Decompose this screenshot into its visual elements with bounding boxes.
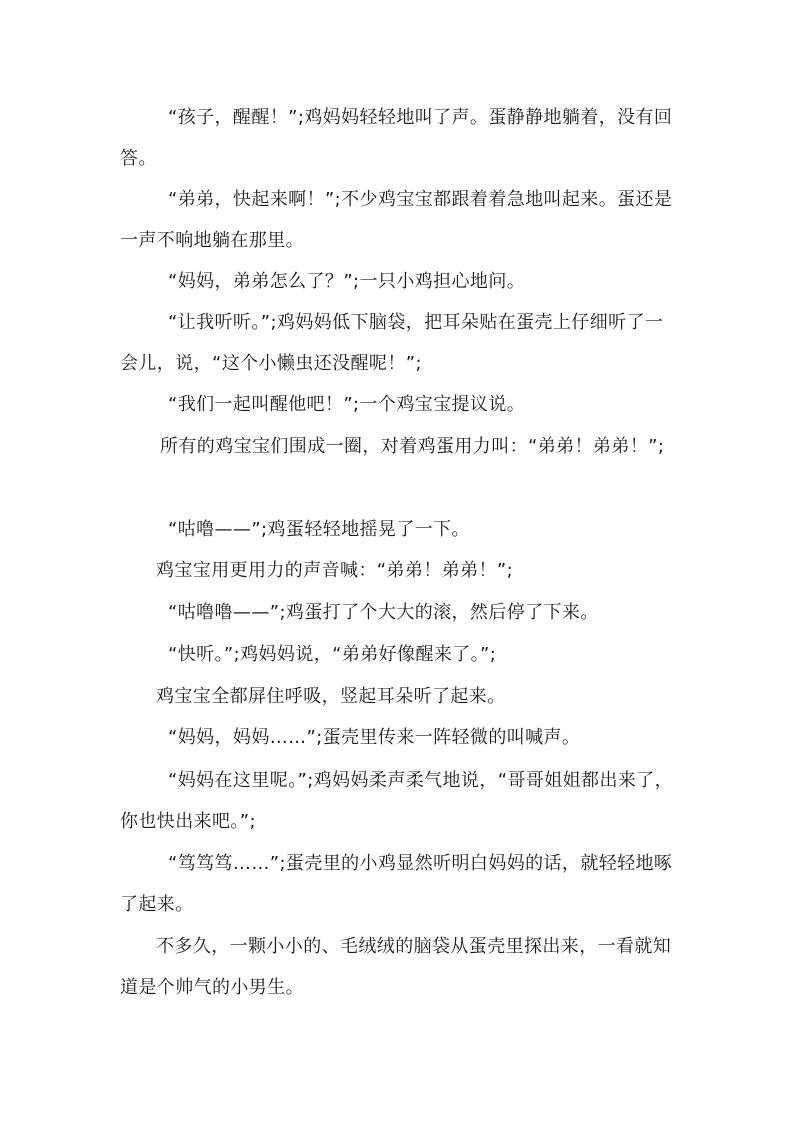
paragraph-3: “妈妈，弟弟怎么了？”;一只小鸡担心地问。 (168, 271, 526, 292)
paragraph-12: “妈妈，妈妈……”;蛋壳里传来一阵轻微的叫喊声。 (168, 727, 581, 748)
paragraph-15: 不多久，一颗小小的、毛绒绒的脑袋从蛋壳里探出来，一看就知道是个帅气的小男生。 (120, 936, 672, 998)
paragraph-9: “咕噜噜——”;鸡蛋打了个大大的滚，然后停了下来。 (168, 602, 599, 623)
paragraph-4: “让我听听。”;鸡妈妈低下脑袋，把耳朵贴在蛋壳上仔细听了一会儿，说，“这个小懒虫还没醒呢！”; (120, 312, 664, 374)
paragraph-5: “我们一起叫醒他吧！”;一个鸡宝宝提议说。 (168, 394, 526, 415)
paragraph-11: 鸡宝宝全都屏住呼吸，竖起耳朵听了起来。 (156, 686, 506, 707)
paragraph-8: 鸡宝宝用更用力的声音喊：“弟弟！弟弟！”; (156, 560, 514, 581)
paragraph-13: “妈妈在这里呢。”;鸡妈妈柔声柔气地说，“哥哥姐姐都出来了，你也快出来吧。”; (120, 770, 674, 832)
paragraph-6: 所有的鸡宝宝们围成一圈，对着鸡蛋用力叫：“弟弟！弟弟！”; (160, 436, 665, 457)
paragraph-2: “弟弟，快起来啊！”;不少鸡宝宝都跟着着急地叫起来。蛋还是一声不响地躺在那里。 (120, 189, 673, 251)
paragraph-1: “孩子，醒醒！”;鸡妈妈轻轻地叫了声。蛋静静地躺着，没有回答。 (120, 107, 673, 169)
paragraph-10: “快听。”;鸡妈妈说，“弟弟好像醒来了。”; (168, 644, 497, 665)
paragraph-7: “咕噜——”;鸡蛋轻轻地摇晃了一下。 (168, 519, 470, 540)
paragraph-14: “笃笃笃……”;蛋壳里的小鸡显然听明白妈妈的话，就轻轻地啄了起来。 (120, 853, 673, 915)
